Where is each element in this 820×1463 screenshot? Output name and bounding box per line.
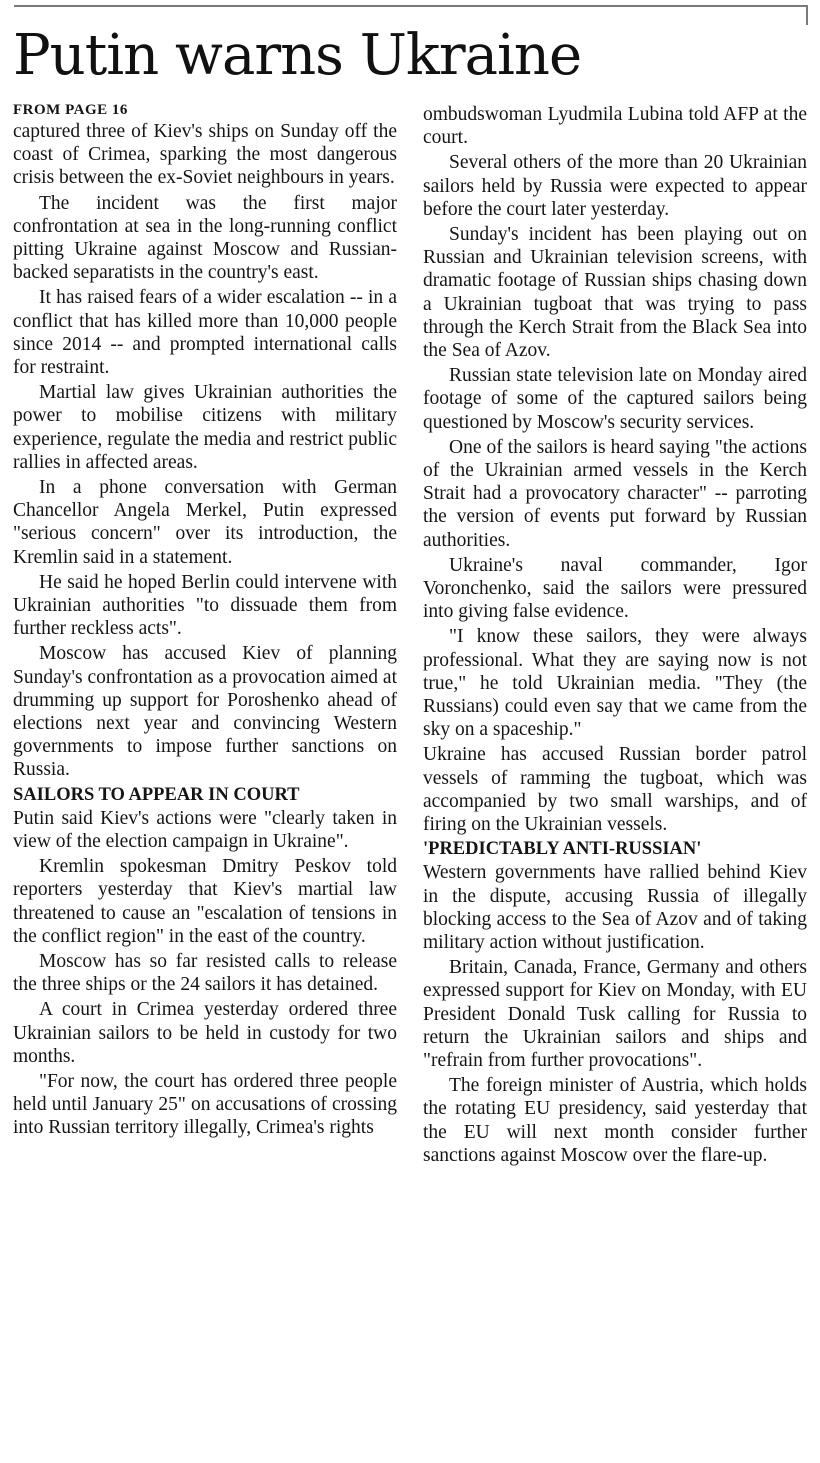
paragraph: A court in Crimea yesterday ordered three Ukrainian sailors to be held in custody for two months. [13,999,397,1067]
paragraph: Britain, Canada, France, Germany and others expressed support for Kiev on Monday, with EU President Donald Tusk calling for Russia to return the Ukrainian sailors and ships and "refrain from further provocations". [423,957,807,1071]
paragraph: "For now, the court has ordered three people held until January 25" on accusations of crossing into Russian territory illegally, Crimea's rights [13,1070,397,1139]
right-column [423,103,807,1169]
paragraph: The incident was the first major confrontation at sea in the long-running conflict pitting Ukraine against Moscow and Russian-backed separatists in the country's east. [13,192,397,284]
paragraph: Western governments have rallied behind Kiev in the dispute, accusing Russia of illegally blocking access to the Sea of Azov and of taking military action without justification. [423,862,807,953]
jump-label: FROM PAGE 16 [13,102,128,118]
paragraph: Sunday's incident has been playing out on Russian and Ukrainian television screens, with dramatic footage of Russian ships chasing down a Ukrainian tugboat that was trying to pass through the Kerch Strait from the Black Sea into the Sea of Azov. [423,224,807,362]
paragraph: Several others of the more than 20 Ukrainian sailors held by Russia were expected to appear before the court later yesterday. [423,152,807,220]
subhead-predictably-anti-russian: 'PREDICTABLY ANTI-RUSSIAN' [423,839,702,860]
paragraph: Martial law gives Ukrainian authorities the power to mobilise citizens with military experience, regulate the media and restrict public rallies in affected areas. [13,382,397,473]
paragraph: Ukraine's naval commander, Igor Voronchenko, said the sailors were pressured into giving false evidence. [423,554,807,623]
paragraph: One of the sailors is heard saying "the actions of the Ukrainian armed vessels in the Kerch Strait had a provocatory character" -- parroting the version of events put forward by Russian authorities. [423,436,807,551]
paragraph: Kremlin spokesman Dmitry Peskov told reporters yesterday that Kiev's martial law threatened to cause an "escalation of tensions in the conflict region" in the east of the country. [13,856,397,947]
paragraph: Moscow has so far resisted calls to release the three ships or the 24 sailors it has detained. [13,950,397,996]
paragraph: In a phone conversation with German Chancellor Angela Merkel, Putin expressed "serious concern" over its introduction, the Kremlin said in a statement. [13,477,397,568]
paragraph: "I know these sailors, they were always professional. What they are saying now is not true," he told Ukrainian media. "They (the Russians) could even say that we came from the sky on a spaceship." [423,626,807,741]
paragraph: captured three of Kiev's ships on Sunday off the coast of Crimea, sparking the most dangerous crisis between the ex-Soviet neighbours in years. [13,121,397,189]
paragraph: Moscow has accused Kiev of planning Sunday's confrontation as a provocation aimed at drumming up support for Poroshenko ahead of elections next year and convincing Western governments to impose further sanctions on Russia. [13,643,397,781]
paragraph: Ukraine has accused Russian border patrol vessels of ramming the tugboat, which was accompanied by two small warships, and of firing on the Ukrainian vessels. [423,744,807,836]
side-rule [806,5,808,25]
paragraph: He said he hoped Berlin could intervene with Ukrainian authorities "to dissuade them from further reckless acts". [13,571,397,640]
paragraph: Russian state television late on Monday aired footage of some of the captured sailors being questioned by Moscow's security services. [423,365,807,433]
left-column [13,100,397,1142]
paragraph: ombudswoman Lyudmila Lubina told AFP at the court. [423,104,807,149]
paragraph: The foreign minister of Austria, which holds the rotating EU presidency, said yesterday that the EU will next month consider further sanctions against Moscow over the flare-up. [423,1075,807,1166]
paragraph: Putin said Kiev's actions were "clearly taken in view of the election campaign in Ukraine". [13,807,397,852]
subhead-sailors-court: SAILORS TO APPEAR IN COURT [13,784,300,805]
top-rule [14,5,806,7]
headline: Putin warns Ukraine [13,23,582,88]
paragraph: It has raised fears of a wider escalation -- in a conflict that has killed more than 10,000 people since 2014 -- and prompted international calls for restraint. [13,287,397,379]
